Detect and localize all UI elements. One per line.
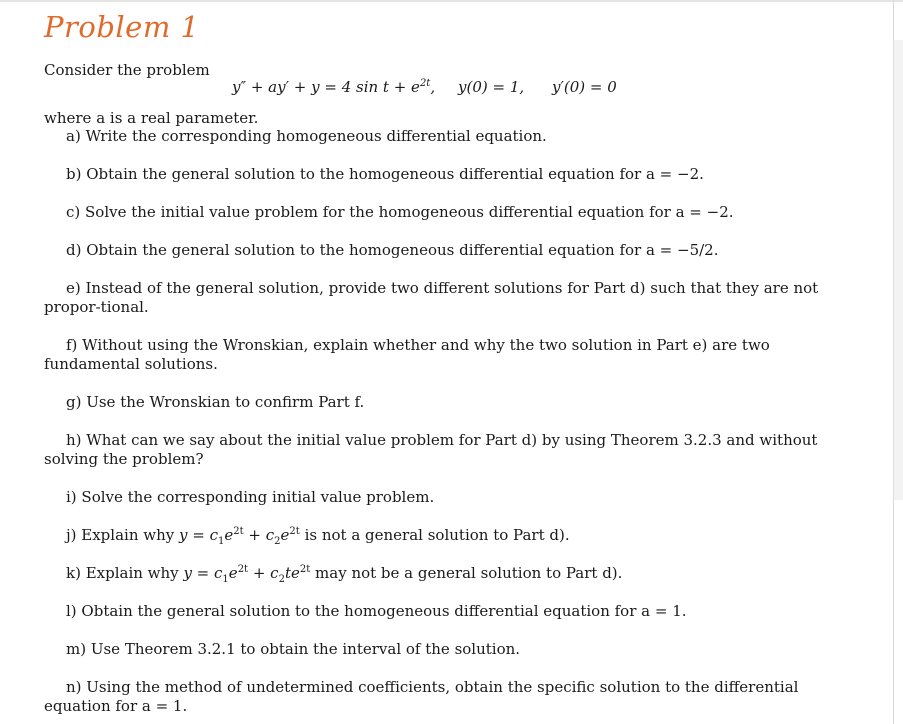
part-c: c) Solve the initial value problem for the homogeneous differential equation for a = −2.: [66, 203, 734, 221]
part-h: h) What can we say about the initial value problem for Part d) by using Theorem 3.2.3 and without solving the problem?: [44, 431, 818, 468]
part-j-sub2: 2: [274, 536, 281, 547]
part-k-pre: k) Explain why: [66, 564, 184, 582]
part-j-math-e2: e: [280, 526, 290, 544]
top-border: [0, 0, 903, 2]
part-j-math-e1: e: [224, 526, 234, 544]
part-i: i) Solve the corresponding initial value problem.: [66, 488, 435, 506]
part-l: l) Obtain the general solution to the homogeneous differential equation for a = 1.: [66, 602, 687, 620]
part-d: d) Obtain the general solution to the homogeneous differential equation for a = −5/2.: [66, 241, 719, 259]
part-k-post: may not be a general solution to Part d).: [310, 564, 623, 582]
problem-title: Problem 1: [44, 10, 200, 44]
part-k-exp2: 2t: [299, 564, 311, 575]
part-m: m) Use Theorem 3.2.1 to obtain the interval of the solution.: [66, 640, 521, 658]
equation-ode-tail: ,: [430, 78, 436, 96]
part-k-math-y: y = c: [183, 564, 223, 582]
initial-condition-2: y′(0) = 0: [552, 78, 617, 96]
part-k-exp1: 2t: [237, 564, 249, 575]
part-k-sub2: 2: [278, 574, 285, 585]
parameter-note: where a is a real parameter.: [44, 109, 259, 127]
part-b: b) Obtain the general solution to the homogeneous differential equation for a = −2.: [66, 165, 704, 183]
part-j-exp1: 2t: [233, 526, 244, 537]
part-j-sub1: 1: [217, 536, 225, 547]
part-j-pre: j) Explain why: [66, 526, 179, 544]
part-j-exp2: 2t: [289, 526, 300, 537]
part-j: [44, 526, 844, 545]
part-k: [44, 564, 844, 583]
part-k-math-plus: + c: [248, 564, 279, 582]
scrollbar[interactable]: [893, 40, 903, 500]
part-a: a) Write the corresponding homogeneous differential equation.: [66, 127, 547, 145]
part-k-sub1: 1: [222, 574, 229, 585]
part-n: n) Using the method of undetermined coefficients, obtain the specific solution to the differential equation for a = 1.: [44, 678, 799, 715]
part-k-math-e2: te: [284, 564, 300, 582]
equation-ode-exponent: 2t: [419, 78, 431, 89]
equation-ode: [232, 78, 435, 96]
equation-ode-lhs: y″ + ay′ + y = 4 sin t + e: [232, 78, 420, 96]
part-f: f) Without using the Wronskian, explain whether and why the two solution in Part e) are two fundamental solutions.: [44, 336, 770, 373]
part-e: e) Instead of the general solution, provide two different solutions for Part d) such that they are not propor-tional.: [44, 279, 819, 316]
part-g: g) Use the Wronskian to confirm Part f.: [66, 393, 365, 411]
part-k-math-e1: e: [228, 564, 238, 582]
intro-text: Consider the problem: [44, 61, 210, 79]
part-j-post: is not a general solution to Part d).: [299, 526, 570, 544]
part-j-math-plus: + c: [243, 526, 275, 544]
part-j-math-y: y = c: [179, 526, 218, 544]
initial-condition-1: y(0) = 1,: [458, 78, 525, 96]
